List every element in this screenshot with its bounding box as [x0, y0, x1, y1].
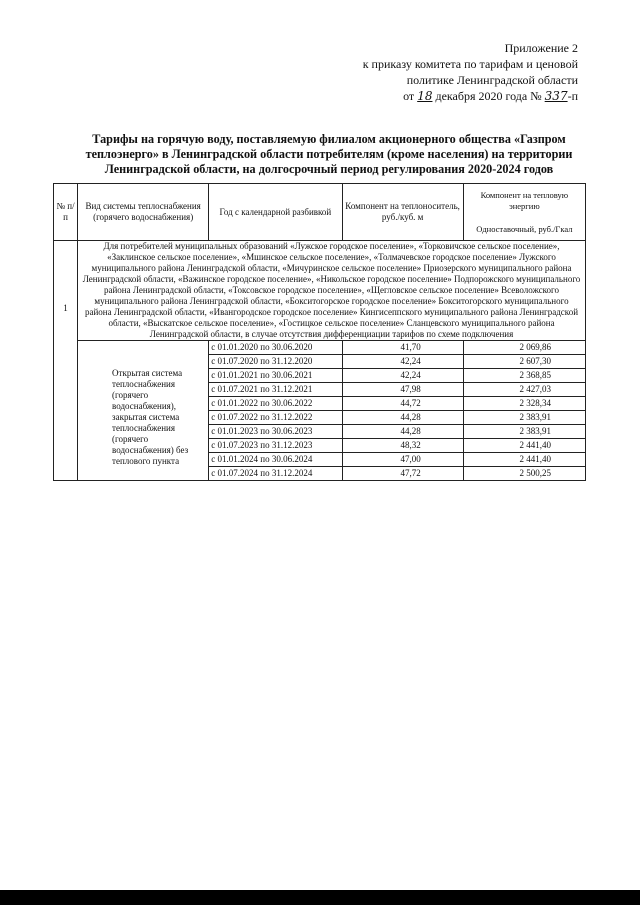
- handwritten-order-number: 337: [544, 89, 568, 103]
- period-cell: с 01.07.2021 по 31.12.2021: [209, 383, 342, 397]
- thermal-energy-cell: 2 607,30: [463, 355, 585, 369]
- period-cell: с 01.07.2022 по 31.12.2022: [209, 411, 342, 425]
- table-header-row: [54, 184, 586, 241]
- heat-carrier-cell: 41,70: [342, 341, 463, 355]
- appendix-order-line: к приказу комитета по тарифам и ценовой: [362, 57, 578, 71]
- thermal-energy-cell: 2 427,03: [463, 383, 585, 397]
- title-line-2: теплоэнерго» в Ленинградской области потребителям (кроме населения) на территории: [85, 147, 573, 161]
- header-thermal-top: Компонент на тепловую энергию: [480, 189, 569, 211]
- document-title: [64, 132, 594, 177]
- heat-carrier-cell: 47,72: [342, 467, 463, 481]
- heat-carrier-cell: 44,72: [342, 397, 463, 411]
- heat-carrier-cell: 47,00: [342, 453, 463, 467]
- date-prefix: от: [403, 89, 415, 103]
- row-number: 1: [54, 241, 78, 481]
- appendix-committee-line: политике Ленинградской области: [406, 73, 578, 87]
- thermal-energy-cell: 2 441,40: [463, 439, 585, 453]
- handwritten-day: 18: [417, 89, 433, 103]
- thermal-energy-cell: 2 500,25: [463, 467, 585, 481]
- scope-description: Для потребителей муниципальных образований «Лужское городское поселение», «Торковичское сельское поселение», «Заклинское сельское поселение», «Мшинское сельское поселение», «Толмачевское городское поселение» Лужского муниципального района Ленинградской области, «Мичуринское сельское поселение» Приозерского муниципального района Ленинградской области, «Важинское городское поселение», «Никольское городское поселение» Подпорожского муниципального района Ленинградской области, «Токсовское городское поселение», «Щегловское сельское поселение» Всеволожского муниципального района Ленинградской области, «Бокситогорское городское поселение» Бокситогорского муниципального района Ленинградской области, «Ивангородское городское поселение» Кингисеппского муниципального района Ленинградской области, «Выскатское сельское поселение», «Гостицкое сельское поселение» Сланцевского муниципального района Ленинградской области, в случае отсутствия дифференциации тарифов по схеме подключения: [78, 241, 586, 341]
- heat-carrier-cell: 47,98: [342, 383, 463, 397]
- heat-carrier-cell: 44,28: [342, 425, 463, 439]
- header-thermal-energy: [463, 184, 585, 241]
- thermal-energy-cell: 2 383,91: [463, 425, 585, 439]
- tariff-table: [53, 183, 586, 481]
- thermal-energy-cell: 2 383,91: [463, 411, 585, 425]
- period-cell: с 01.01.2024 по 30.06.2024: [209, 453, 342, 467]
- period-cell: с 01.07.2023 по 31.12.2023: [209, 439, 342, 453]
- thermal-energy-cell: 2 441,40: [463, 453, 585, 467]
- thermal-energy-cell: 2 069,86: [463, 341, 585, 355]
- appendix-header: [363, 40, 578, 104]
- thermal-energy-cell: 2 368,85: [463, 369, 585, 383]
- header-system-type: Вид системы теплоснабжения (горячего водоснабжения): [78, 184, 209, 241]
- scope-row: [54, 241, 586, 341]
- header-thermal-bottom: Одноставочный, руб./Гкал: [476, 223, 573, 234]
- period-cell: с 01.07.2024 по 31.12.2024: [209, 467, 342, 481]
- header-heat-carrier: Компонент на теплоноситель, руб./куб. м: [342, 184, 463, 241]
- period-cell: с 01.01.2023 по 30.06.2023: [209, 425, 342, 439]
- header-number: № п/п: [54, 184, 78, 241]
- date-middle: декабря 2020 года №: [435, 89, 542, 103]
- heat-carrier-cell: 42,24: [342, 355, 463, 369]
- thermal-energy-cell: 2 328,34: [463, 397, 585, 411]
- heat-carrier-cell: 44,28: [342, 411, 463, 425]
- period-cell: с 01.07.2020 по 31.12.2020: [209, 355, 342, 369]
- system-type-cell: Открытая система теплоснабжения (горячего водоснабжения), закрытая система теплоснабжения (горячего водоснабжения) без теплового пункта: [78, 341, 209, 481]
- period-cell: с 01.01.2021 по 30.06.2021: [209, 369, 342, 383]
- header-period: Год с календарной разбивкой: [209, 184, 342, 241]
- title-line-1: Тарифы на горячую воду, поставляемую филиалом акционерного общества «Газпром: [92, 132, 566, 146]
- period-cell: с 01.01.2022 по 30.06.2022: [209, 397, 342, 411]
- heat-carrier-cell: 48,32: [342, 439, 463, 453]
- order-suffix: -п: [567, 89, 578, 103]
- scan-bottom-edge: [0, 890, 640, 905]
- period-cell: с 01.01.2020 по 30.06.2020: [209, 341, 342, 355]
- table-row: [54, 341, 586, 355]
- heat-carrier-cell: 42,24: [342, 369, 463, 383]
- title-line-3: Ленинградской области, на долгосрочный период регулирования 2020-2024 годов: [104, 162, 554, 176]
- appendix-date-line: [363, 88, 578, 104]
- appendix-title: Приложение 2: [504, 41, 578, 55]
